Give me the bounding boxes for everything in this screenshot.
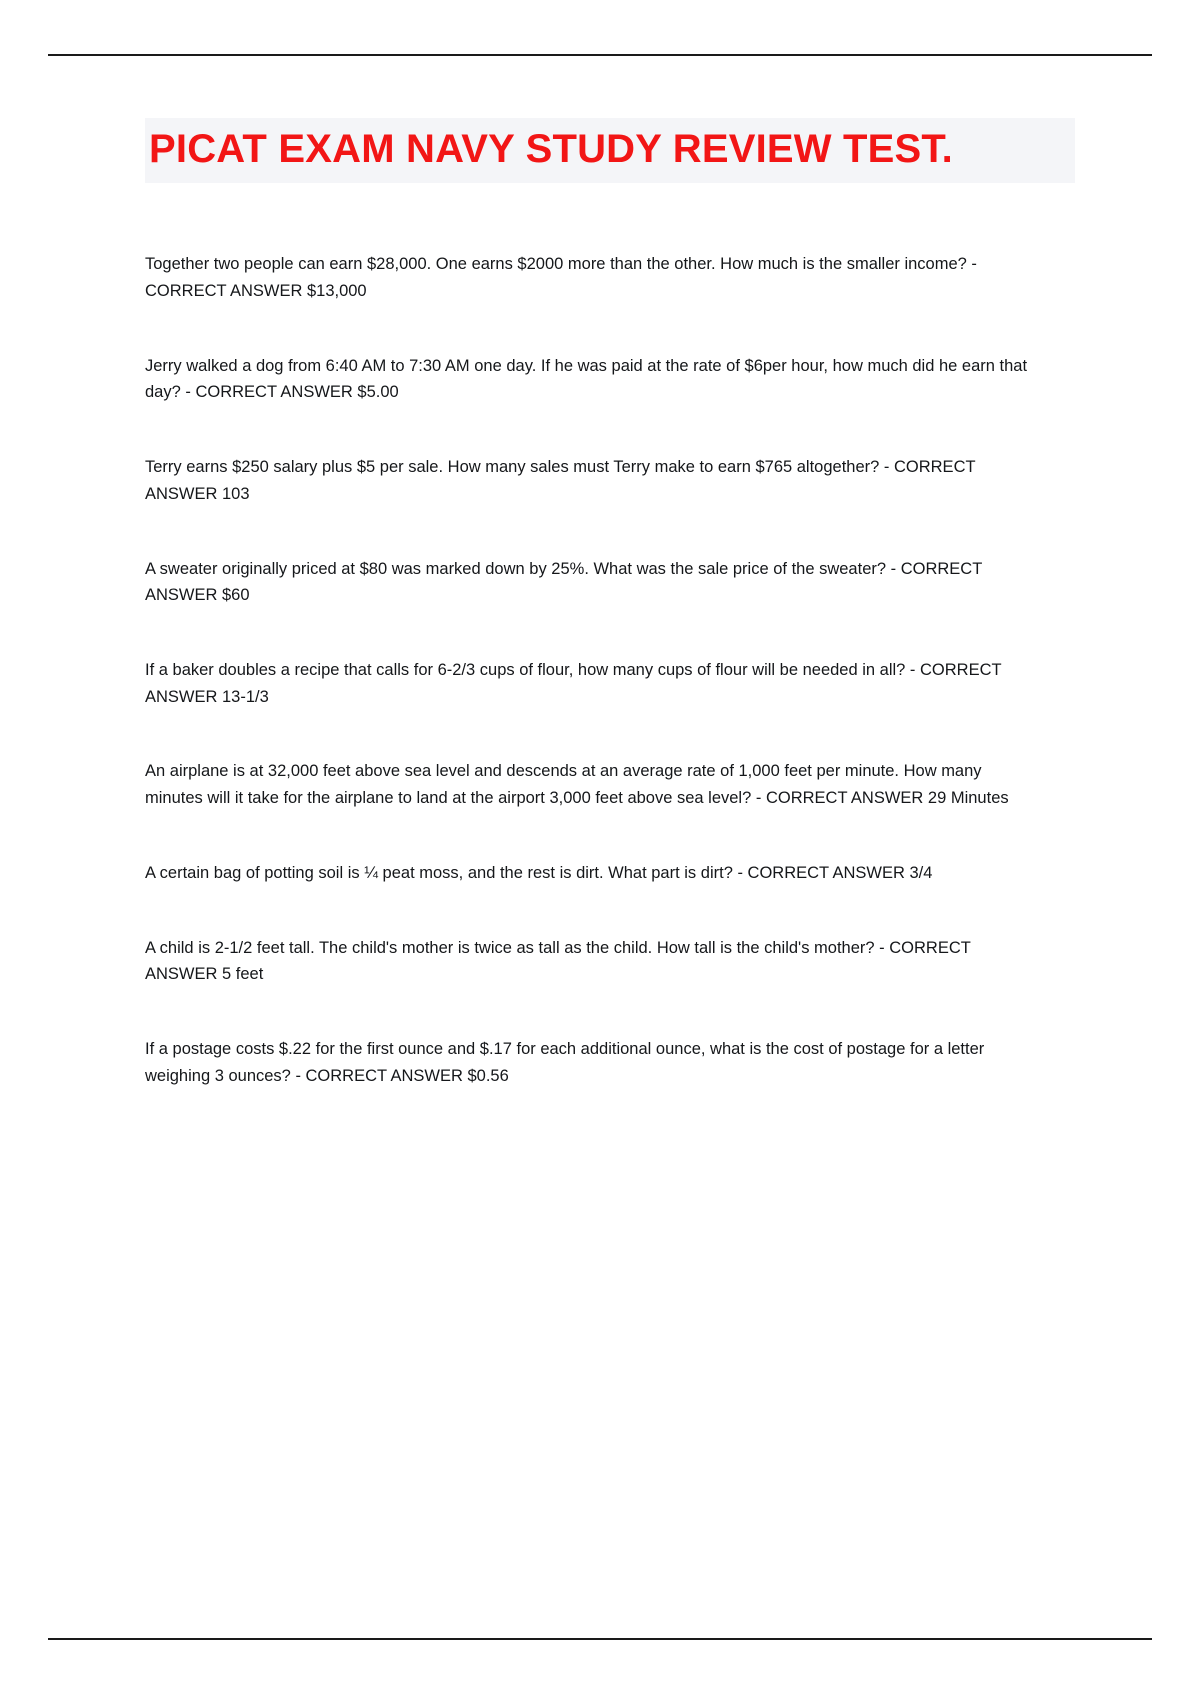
qa-item: If a postage costs $.22 for the first ounce and $.17 for each additional ounce, what is the cost of postage for a letter weighing 3 ounces? - CORRECT ANSWER $0.56: [145, 1039, 985, 1085]
qa-item: Jerry walked a dog from 6:40 AM to 7:30 AM one day. If he was paid at the rate of $6per hour, how much did he earn that day? - CORRECT ANSWER $5.00: [145, 356, 1028, 402]
qa-item: If a baker doubles a recipe that calls for 6-2/3 cups of flour, how many cups of flour will be needed in all? - CORRECT ANSWER 13-1/3: [145, 660, 1002, 706]
document-content: [145, 118, 1075, 1089]
page-title: PICAT EXAM NAVY STUDY REVIEW TEST.: [149, 127, 953, 171]
title-band: [145, 118, 1075, 183]
qa-item: A sweater originally priced at $80 was marked down by 25%. What was the sale price of the sweater? - CORRECT ANSWER $60: [145, 559, 982, 605]
qa-item: Together two people can earn $28,000. One earns $2000 more than the other. How much is the smaller income? - CORRECT ANSWER $13,000: [145, 255, 977, 300]
question-answer-list: [145, 251, 1075, 1089]
header-divider: [48, 54, 1152, 56]
qa-item: Terry earns $250 salary plus $5 per sale. How many sales must Terry make to earn $765 altogether? - CORRECT ANSWER 103: [145, 458, 976, 503]
qa-item: A child is 2-1/2 feet tall. The child's mother is twice as tall as the child. How tall is the child's mother? - CORRECT ANSWER 5 feet: [145, 938, 971, 984]
qa-item: An airplane is at 32,000 feet above sea level and descends at an average rate of 1,000 feet per minute. How many minutes will it take for the airplane to land at the airport 3,000 feet above sea level? - CORRECT ANSWER 29 Minutes: [145, 762, 1009, 808]
qa-item: A certain bag of potting soil is ¼ peat moss, and the rest is dirt. What part is dirt? - CORRECT ANSWER 3/4: [145, 863, 933, 882]
footer-divider: [48, 1638, 1152, 1640]
